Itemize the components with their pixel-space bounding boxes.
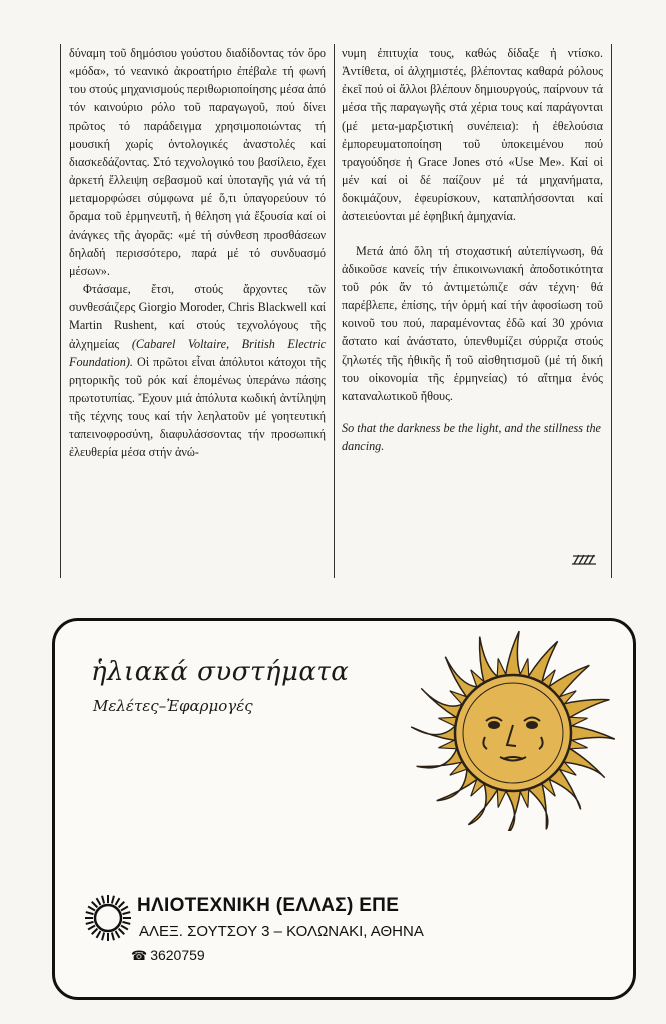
end-mark-icon — [571, 552, 597, 566]
logo-ray — [88, 907, 95, 911]
paragraph: Μετά ἀπό ὅλη τή στοχαστική αὐτεπίγνωση, θά ἀδικοῦσε κανείς τήν ἐπικοινωνιακή ἀποδοτικότητα τοῦ ρόκ ἄν τό ἀντιμετώπιζε σάν τέχνη· θά παρέβλεπε, ἐπίσης, τήν ὁρμή καί τήν ἀφοσίωση τοῦ κοινοῦ του πού, παραμένοντας ἐδῶ καί 30 χρόνια ἄστατο καί ἀνάστατο, ὑπενθυμίζει σύρριζα στούς ζηλωτές τῆς ἠθικῆς ἤ τοῦ αἰσθητισμοῦ (μέ τή δική του οἰκονομία τῆς ἑρμηνείας) τό αἴτημα ἑνός καταναλωτικοῦ ἤθους. — [342, 243, 603, 403]
closing-quote: So that the darkness be the light, and the stillness the dancing. — [342, 420, 601, 454]
sun-ray — [480, 637, 498, 683]
sun-disc — [455, 675, 571, 791]
article-right-column — [334, 44, 612, 578]
logo-ray — [88, 926, 95, 930]
ad-subtitle: Μελέτες–Ἐφαρμογές — [93, 697, 253, 715]
logo-ray — [121, 926, 128, 930]
logo-ray — [119, 929, 125, 935]
logo-ray — [97, 931, 101, 938]
sun-ray — [563, 700, 609, 718]
company-address: ΑΛΕΞ. ΣΟΥΤΣΟΥ 3 – ΚΟΛΩΝΑΚΙ, ΑΘΗΝΑ — [139, 923, 424, 940]
logo-ray — [112, 932, 114, 940]
sun-ray — [411, 725, 455, 740]
article-left-column — [60, 44, 335, 578]
logo-ray — [116, 931, 120, 938]
sun-face-illustration — [373, 621, 633, 831]
sun-ray — [417, 748, 463, 768]
paragraph: νυμη ἐπιτυχία τους, καθώς δίδαξε ἡ ντίσκο. Ἀντίθετα, οἱ ἀλχημιστές, βλέποντας καθαρά ρόλους ἐκεῖ πού οἱ ἄλλοι βλέπουν δημιουργούς, παίρνουν τά μέσα τῆς παραγωγῆς στά χέρια τους καί παράγονται (μέ μετα-μαρξιστική συνέπεια): ἡ ἐθελούσια ἐμπορευματοποίηση τοῦ ὑποκειμένου πού τραγούδησε ἡ Grace Jones στό «Use Me». Καί οἱ μέν καί οἱ δέ παίζουν μέ τά μηχανήματα, δοκιμάζουν, ἐφευρίσκουν, καταπλήσσονται καί ἀστειεύονται μέ ἐφηβική ἀμηχανία. — [342, 46, 603, 224]
logo-ray — [121, 907, 128, 911]
paragraph — [69, 280, 326, 462]
logo-ray — [92, 902, 98, 908]
logo-ray — [102, 932, 104, 940]
company-name: ΗΛΙΟΤΕΧΝΙΚΗ (ΕΛΛΑΣ) ΕΠΕ — [137, 895, 400, 916]
logo-ray — [122, 922, 130, 924]
solar-systems-advertisement — [52, 618, 636, 1000]
paragraph-text: Οἱ πρῶτοι εἶναι ἀπόλυτοι κάτοχοι τῆς ρητορικῆς τοῦ ρόκ καί ἑπομένως ὑπεράνω πάσης πρωτοτυπίας. Ἔχουν μιά ἀπόλυτα κωδική ἀντίληψη τῆς τέχνης τους καί τήν λεηλατοῦν μέ γοητευτική ταπεινοφροσύνη, διαφυλάσσοντας τήν προσωπική ἐλευθερία μέσα στήν ἀνώ- — [69, 354, 326, 460]
logo-ray — [102, 896, 104, 904]
paragraph: δύναμη τοῦ δημόσιου γούστου διαδίδοντας τόν ὅρο «μόδα», τό νεανικό ἀκροατήριο ἐπέβαλε τή φωνή του στούς μηχανισμούς περιθωριοποίησης μέσα ἀπό τόν καινούριο ρόλο τοῦ παραγωγοῦ, πού δίνει πρῶτος τό παράδειγμα χρησιμοποιώντας τή μουσική χωρίς ὀντολογικές ἀναστολές καί διασκεδάζοντας. Στό τεχνολογικό του βασίλειο, ἔχει ἀρκετή ἔλλειψη σεβασμοῦ καί ὑποταγῆς γιά νά τή μεταμορφώσει σύμφωνα μέ ὅ,τι ὑπαγορεύουν τό ὅραμα τοῦ ἑρμηνευτῆ, ἡ θέληση γιά ἔξουσία καί οἱ ἀνάγκες τῆς ἀγορᾶς: «μέ τή σύνθεση προσθάσεων δηλαδή περισσότερο, παρά μέ τό συνδυασμό μέσων». — [69, 46, 326, 278]
logo-ray — [116, 898, 120, 905]
logo-ray — [112, 896, 114, 904]
logo-ray — [92, 929, 98, 935]
logo-ray — [86, 922, 94, 924]
sun-ray — [528, 783, 548, 829]
heliotechniki-logo-icon — [83, 893, 133, 943]
sun-ray — [505, 791, 520, 831]
paragraph-text: Φτάσαμε, ἔτσι, στούς ἄρχοντες τῶν συνθεσάιζερς Giorgio Moroder, Chris Blackwell καί Martin Rushent, καί στούς τεχνολόγους τῆς ἀλχημείας — [69, 282, 326, 351]
sun-ray — [505, 631, 520, 675]
ad-title: ἡλιακά συστήματα — [91, 657, 350, 687]
citation: (Cabarel Voltaire, British Electric Foundation). — [69, 336, 327, 369]
telephone-icon: ☎ — [131, 948, 148, 963]
logo-ray — [97, 898, 101, 905]
logo-ray — [86, 912, 94, 914]
sun-ray — [571, 725, 615, 740]
logo-ray — [119, 902, 125, 908]
company-phone — [131, 947, 205, 964]
logo-ray — [122, 912, 130, 914]
phone-number: 3620759 — [150, 947, 205, 963]
